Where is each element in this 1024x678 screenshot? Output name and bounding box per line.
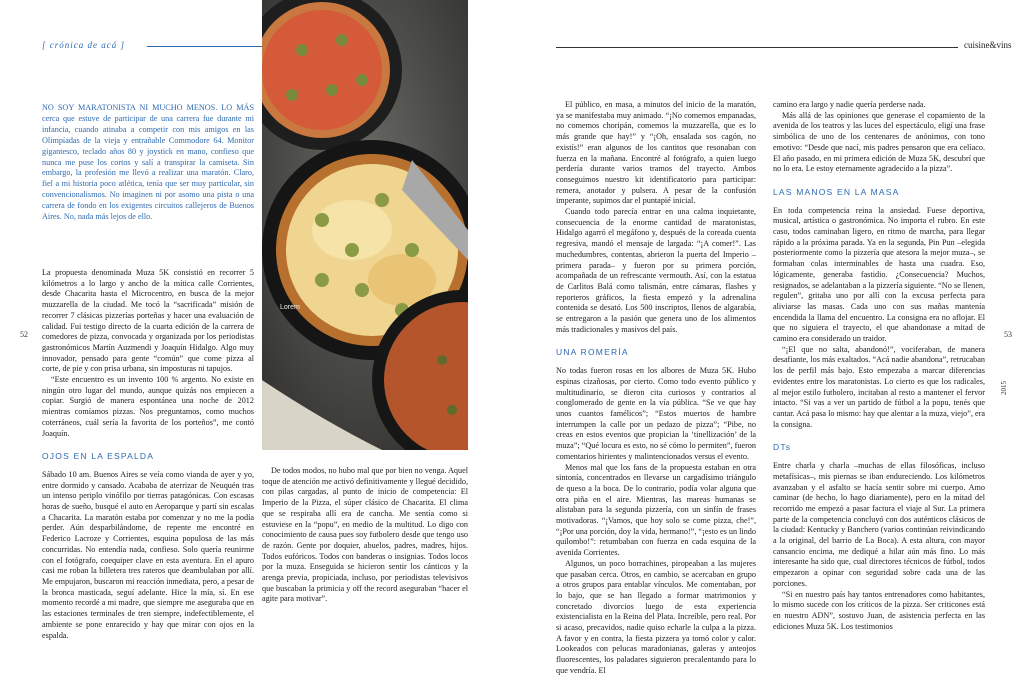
section-label: [ crónica de acá ] xyxy=(42,40,125,50)
pizza-photo xyxy=(262,0,468,450)
paragraph: “Este encuentro es un invento 100 % argento. No existe en ningún otro lugar del mundo, aunque quizás nos empiecen a copiar. Surgió de manera espontánea una noche de 2012 mientras comíamos pizzas. Nos preguntamos, como muchos coterráneos, cuál sería la favorita de los porteños”, me contó Joaquín. xyxy=(42,375,254,438)
subheading: DTs xyxy=(773,442,792,453)
header-rule-right xyxy=(556,47,958,48)
paragraph: En toda competencia reina la ansiedad. Fuese deportiva, musical, artística o gastronómica. No importa el rubro. En este caso, todos caminaban ligero, en ritmo de marcha, para llegar rápido a la próxima parada. Ya en la segunda, Pin Pun –elegida posteriormente como la pizzería que atesora la mejor muza–, se formaban colas interminables de hasta una cuadra. Eso, lógicamente, generaba fastidio. ¿Consecuencia? Muchos, resignados, se adelantaban a la pizzería siguiente. “No se llenen, regulen”, gritaba uno por allí con la excusa perfecta para aliviarse las masas. Cada uno con sus mañas mantenía encendida la llama del encuentro. La consigna era no aflojar. El que no siguiera el trayecto, el que abandonase a mitad de camino era considerado un traidor. xyxy=(773,205,985,344)
lede-text: NO SOY MARATONISTA NI MUCHO MENOS. LO MÁS cerca que estuve de participar de una carrera fue durante mi infancia, cuando atinaba a competir con mis amigos en las Olimpíadas de la vieja y entrañable Commodore 64. Monitor gigantesco, teclado años 80 y joystick en mano, confieso que nunca me puse los cortos y salí a transpirar la camiseta. Sin embargo, la profesión me llevó a realizar una maratón. Claro, fiel a mi historia poco atlética, tenía que ser muy particular, sin convencionalismos. No imaginen ni por asomo una pista o una carrera de fondo en los exigentes circuitos callejeros de Buenos Aires. No, nada más lejos de ello. xyxy=(42,103,254,222)
pizza-illustration xyxy=(262,0,468,450)
paragraph: Entre charla y charla –muchas de ellas filosóficas, incluso metafísicas–, mis piernas se iban endureciendo. Los kilómetros avanzaban y el asfalto se hacía sentir sobre mi cuerpo. Amo caminar (de hecho, lo hago diariamente), pero en la mitad del recorrido me empezó a pasar factura el viaje al Sur. La primera parte de la competencia concluyó con dos auténticos clásicos de la ciudad: Kentucky y Banchero (varios continúan reivindicando a la original, del barrio de La Boca). A esta altura, con mayor cansancio encima, me dediqué a hilar aún más fino. Lo más interesante ha sido que, cual directores técnicos de fútbol, todos empezaron a opinar con seguridad sobre cada una de las porciones. xyxy=(773,461,985,588)
column-1 xyxy=(42,268,254,641)
paragraph: Algunos, un poco borrachines, piropeaban a las mujeres que pasaban cerca. Otros, en cambio, se acercaban en grupo a otros grupos para entablar vínculos. Me comentaban, por lo bajo, que se han llegado a formar matrimonios y concretado divorcios luego de esta experiencia existencialista en la Reina del Plata. Increíble, pero real. Por si acaso, precavidos, nadie quiso echarle la culpa a la pizza. A favor y en contra, la fiesta pizzera ya tomó color y calor. Lookeados con pelucas maradonianas, galeras y anteojos fluorescentes, los paladares siguieron precalentando para lo que vendría. El xyxy=(556,558,756,675)
paragraph: No todas fueron rosas en los albores de Muza 5K. Hubo espinas cizañosas, por cierto. Como todo evento público y multitudinario, se dieron cita curiosos y contrarios al conglomerado de gente en la vía pública. “Se ve que hay unos cuantos famélicos”; “Estos muertos de hambre interrumpen la calle por un pedazo de pizza”; “Pibe, no creas en estos eventos que propician la ‘tinellización’ de la muza”; “Qué locura es esto, no sé cómo lo permiten”, fueron comentarios hirientes y malintencionados versus el evento. xyxy=(556,366,756,461)
paragraph: La propuesta denominada Muza 5K consistió en recorrer 5 kilómetros a lo largo y ancho de la mítica calle Corrientes, desde Chacarita hasta el Microcentro, en busca de la mejor muzzarella de la ciudad. Me tocó la “sacrificada” misión de recorrer 7 clásicas pizzerías porteñas y hacer una evaluación de calidad. Fui testigo directo de la cuarta edición de la carrera de comedores de pizza, convocada y organizada por los periodistas gastronómicos Martín Auzmendi y Joaquín Hidalgo. Algo muy innovador, pensado para gente “común” que come pizza al corte, de pie y con prisa urbana, sin imposturas ni tapujos. xyxy=(42,268,254,374)
column-4 xyxy=(773,100,985,632)
paragraph: “¡El que no salta, abandonó!”, vociferaban, de manera desafiante, los más exaltados. “Acá nadie abandona”, retrucaban los de perfil más bajo. Esto empezaba a marcar diferencias evidentes entre los maratonistas. Lo cierto es que los radicales, al mejor estilo futbolero, incitaban al resto a mantener el fervor intacto. “Si vas a ver un partido de fútbol a la popu, tenés que cantar. Acá pasa lo mismo: hay que alentar a la muza, viejo”, era la consigna. xyxy=(773,344,985,429)
paragraph: camino era largo y nadie quería perderse nada. xyxy=(773,100,926,109)
page-number-right: 53 xyxy=(1004,330,1012,339)
subheading: UNA ROMERÍA xyxy=(556,347,629,358)
paragraph: Sábado 10 am. Buenos Aires se veía como vianda de ayer y yo, entre dormido y cansado. Acababa de aterrizar de Neuquén tras un intenso periplo vinófilo por tierras patagónicas. Con escasas horas de sueño, busqué el auto en Aeroparque y partí sin escalas a Chacarita. La maratón estaba por comenzar y no me la podía perder. Aún desparbilándome, de repente me encontré en Federico Lacroze y Corrientes, esquina populosa de las más concurridas. No entendía nada, confieso. Solo quería reunirme con el fotógrafo, coequiper clave en esta aventura. En el apuro casi me roban la billetera tres rateros que deambulaban por allí. Me empujaron, buscaron mi reacción inmediata, pero, a pesar de la bronca masticada, seguí adelante. Hice la mía, sí. En ese momento recordé a mi madre, que siempre me aseguraba que en las estaciones terminales de tren siempre, indefectiblemente, el ambiente se pone enrarecido y hay que mirar con ojos en la espalda. xyxy=(42,469,254,640)
page-number-left: 52 xyxy=(20,330,28,339)
paragraph: El público, en masa, a minutos del inicio de la maratón, ya se manifestaba muy animado. “¡No comemos empanadas, no comemos choripán, comemos la muzzarella, que es lo más grande que hay!” y “¡Oh, ensalada sos cagón, no existís!” eran algunos de los cantitos que resonaban con fuerza en la mañana. Encontré al fotógrafo, a quien luego perdería durante varios tramos del trayecto. Ambos conseguimos nuestro kit identificatorio para participar: remera, anotador y pulsera. A pesar de la confusión imperante, supimos dar el puntapié inicial. xyxy=(556,100,756,206)
paragraph: Cuando todo parecía entrar en una calma inquietante, consecuencia de la enorme cantidad de maratonistas, Hidalgo agarró el megáfono y, después de la coreada cuenta regresiva, mandó el mensaje de largada: “¡A comer!”. Las muchedumbres, contentas, abrieron la puerta del Imperio –primera parada– y fueron por su primera porción, acompañada de un refrescante vermouth. Así, con la estatua de Carlitos Balá como talismán, entre cámaras, flashes y reporteros gráficos, la fiesta empezó y la adrenalina contenida se desató. Los 500 inscriptos, llenos de algarabía, se entregaron a la pasión que genera uno de los alimentos más tradicionales y masivos del país. xyxy=(556,207,756,334)
paragraph: Menos mal que los fans de la propuesta estaban en otra sintonía, concentrados en llevarse un cargadísimo triángulo de queso a la boca. De lo contrario, podía volar alguna que otra piña en el aire. Mientras, las mareas humanas se alistaban para la segunda pizzería, con un sinfín de frases motivadoras. “¡Vamos, que hoy solo se come pizza, che!”, “¡Por una porción, doy la vida, hermano!”, “¡esto es un lindo quilombo!”: retumbaban con fuerza en cada esquina de la avenida Corrientes. xyxy=(556,462,756,558)
column-3 xyxy=(556,100,756,677)
paragraph: “Si en nuestro país hay tantos entrenadores como habitantes, lo mismo sucede con los críticos de la pizza. Ser criticones está en nuestro ADN”, sostuvo Juan, de asistencia perfecta en las ediciones Muza 5K. Los testimonios xyxy=(773,589,985,631)
photo-credit: Lorem xyxy=(280,304,300,311)
paragraph: Más allá de las opiniones que generase el copamiento de la avenida de los teatros y las luces del espectáculo, eligí una frase simbólica de uno de los centenares de anónimos, con tono emotivo: “Desde que nací, mis padres pensaron que era celíaco. El año pasado, en mi primera edición de Muza 5K, descubrí que no lo era. Le estoy eternamente agradecido a la pizza”. xyxy=(773,110,985,174)
section-header xyxy=(42,40,125,50)
article-lede xyxy=(42,103,254,223)
paragraph: De todos modos, no hubo mal que por bien no venga. Aquel toque de atención me activó definitivamente y llegué decidido, con pilas cargadas, al punto de inicio de competencia: El Imperio de la Pizza, el súper clásico de Chacarita. El clima que se respiraba allí era de cancha. Me sentía como si estuviese en la “popu”, en medio de la multitud. Lo digo con conocimiento de causa pues soy futbolero desde que tengo uso de razón. Gente por doquier, abuelos, padres, madres, hijos. Todos eufóricos. Todos con banderas o insignias. Todos locos por la muza. Enseguida se hicieron sentir los cánticos y la arenga previa, propiciada, incluso, por periodistas televisivos que buscaban la primicia y off the record aseguraban “hacer el agite para motivar”. xyxy=(262,466,468,604)
column-2 xyxy=(262,466,468,605)
year-label: 2015 xyxy=(1000,381,1008,395)
magazine-brand: cuisine&vins xyxy=(964,40,1012,50)
subheading: OJOS EN LA ESPALDA xyxy=(42,451,155,462)
subheading: LAS MANOS EN LA MASA xyxy=(773,186,900,197)
